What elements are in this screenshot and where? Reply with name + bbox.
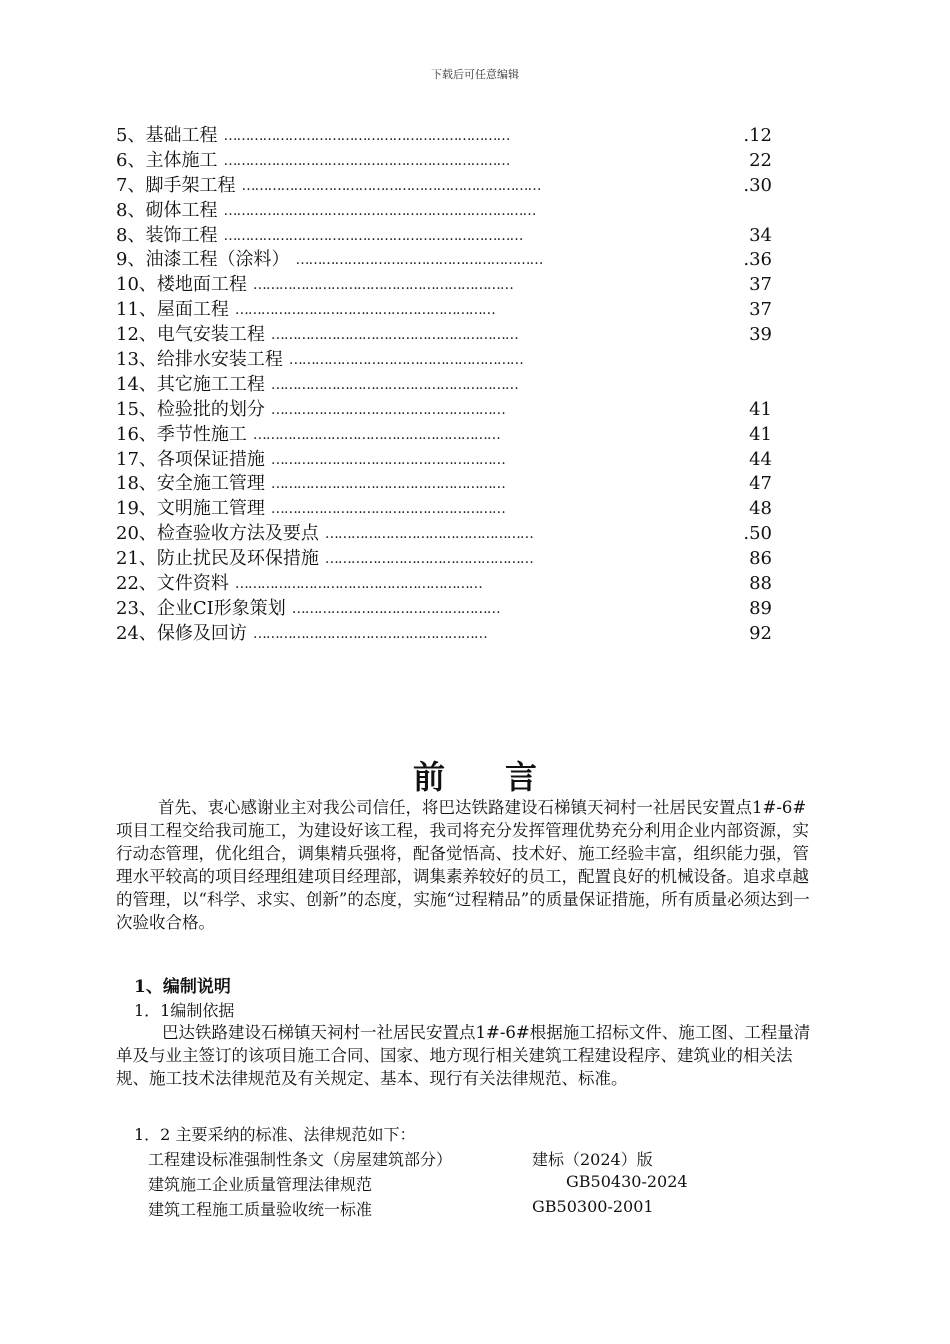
standard-code: 建标（2024）版 bbox=[532, 1150, 653, 1169]
standard-code: GB50430-2024 bbox=[566, 1172, 688, 1191]
toc-row[interactable] bbox=[116, 547, 786, 572]
toc-label: 11、屋面工程 bbox=[116, 299, 229, 321]
toc-row[interactable] bbox=[116, 149, 786, 174]
toc-leader-dots: ………………………………………………………… bbox=[223, 128, 510, 144]
toc-leader-dots: ………………………………………………… bbox=[295, 252, 543, 269]
toc-leader-dots: ……………………………………………… bbox=[252, 625, 487, 642]
toc-leader-dots: ………………………………………………… bbox=[270, 327, 518, 344]
toc-page-number: 22 bbox=[749, 149, 772, 171]
toc-leader-dots: …………………………………………………… bbox=[234, 302, 495, 319]
preface-paragraph: 首先、衷心感谢业主对我公司信任，将巴达铁路建设石梯镇天祠村一社居民安置点1#-6#项目工程交给我司施工，为建设好该工程，我司将充分发挥管理优势充分利用企业内部资源，实行动态管理，优化组合，调集精兵强将，配备觉悟高、技术好、施工经验丰富，组织能力强，管理水平较高的项目经理组建项目经理部，调集素养较好的员工，配置良好的机械设备。追求卓越的管理，以“科学、求实、创新”的态度，实施“过程精品”的质量保证措施，所有质量必须达到一次验收合格。 bbox=[116, 798, 810, 932]
toc-page-number: 34 bbox=[749, 224, 772, 246]
standard-name: 工程建设标准强制性条文（房屋建筑部分） bbox=[148, 1150, 453, 1169]
toc-label: 17、各项保证措施 bbox=[116, 448, 265, 470]
toc-leader-dots: …………………………………………………………… bbox=[223, 227, 523, 244]
toc-label: 6、主体施工 bbox=[116, 149, 218, 171]
toc-label: 7、脚手架工程 bbox=[116, 174, 236, 196]
toc-page-number: .12 bbox=[743, 125, 772, 146]
toc-row[interactable] bbox=[116, 522, 786, 547]
toc-label: 5、基础工程 bbox=[116, 125, 218, 146]
toc-page-number: 41 bbox=[749, 398, 772, 420]
toc-label: 12、电气安装工程 bbox=[116, 324, 265, 346]
subsection-standards-title: 1．2 主要采纳的标准、法律规范如下： bbox=[134, 1125, 416, 1144]
toc-leader-dots: ………………………………………………… bbox=[234, 576, 482, 593]
toc-leader-dots: ……………………………………………… bbox=[270, 451, 505, 468]
toc-page-number: 44 bbox=[749, 448, 772, 470]
toc-row[interactable] bbox=[116, 248, 786, 273]
toc-label: 22、文件资料 bbox=[116, 573, 229, 595]
toc-row[interactable] bbox=[116, 224, 786, 249]
toc-page-number: 88 bbox=[749, 573, 772, 595]
toc-label: 16、季节性施工 bbox=[116, 423, 247, 445]
toc-leader-dots: ……………………………………………… bbox=[270, 401, 505, 418]
toc-label: 8、装饰工程 bbox=[116, 224, 218, 246]
toc-leader-dots: ………………………………………………… bbox=[252, 426, 500, 443]
toc-row[interactable] bbox=[116, 348, 786, 373]
toc-row[interactable] bbox=[116, 597, 786, 622]
toc-leader-dots: ……………………………………………… bbox=[288, 352, 523, 369]
toc-row[interactable] bbox=[116, 497, 786, 522]
toc-row[interactable] bbox=[116, 373, 786, 398]
toc-leader-dots: ……………………………………………… bbox=[270, 476, 505, 493]
toc-label: 13、给排水安装工程 bbox=[116, 349, 283, 371]
toc-row[interactable] bbox=[116, 298, 786, 323]
toc-leader-dots: ………………………………………………… bbox=[270, 376, 518, 393]
toc-row[interactable] bbox=[116, 323, 786, 348]
standard-code: GB50300-2001 bbox=[532, 1197, 654, 1216]
toc-page-number: 47 bbox=[749, 473, 772, 495]
toc-label: 21、防止扰民及环保措施 bbox=[116, 548, 319, 570]
toc-label: 14、其它施工工程 bbox=[116, 373, 265, 395]
toc-leader-dots: ……………………………………………… bbox=[270, 501, 505, 518]
toc-page-number: .36 bbox=[743, 249, 772, 271]
toc-row[interactable] bbox=[116, 572, 786, 597]
toc-label: 19、文明施工管理 bbox=[116, 498, 265, 520]
toc-label: 23、企业CI形象策划 bbox=[116, 597, 286, 619]
toc-row[interactable] bbox=[116, 124, 786, 149]
toc-row[interactable] bbox=[116, 273, 786, 298]
table-of-contents bbox=[116, 124, 786, 647]
toc-leader-dots: ………………………………………… bbox=[291, 600, 500, 617]
toc-label: 9、油漆工程（涂料） bbox=[116, 249, 290, 271]
toc-row[interactable] bbox=[116, 174, 786, 199]
toc-label: 10、楼地面工程 bbox=[116, 274, 247, 296]
toc-page-number: .30 bbox=[743, 174, 772, 196]
toc-page-number: 86 bbox=[749, 548, 772, 570]
toc-leader-dots: ………………………………………… bbox=[324, 526, 533, 543]
toc-leader-dots: ……………………………………………………………… bbox=[223, 202, 536, 219]
toc-leader-dots: …………………………………………………………… bbox=[241, 177, 541, 194]
toc-label: 18、安全施工管理 bbox=[116, 473, 265, 495]
toc-page-number: 41 bbox=[749, 423, 772, 445]
toc-leader-dots: …………………………………………………… bbox=[252, 277, 513, 294]
toc-page-number: 48 bbox=[749, 498, 772, 520]
toc-leader-dots: ………………………………………… bbox=[324, 551, 533, 568]
toc-page-number: .50 bbox=[743, 523, 772, 545]
toc-page-number: 39 bbox=[749, 324, 772, 346]
subsection-basis-title: 1．1编制依据 bbox=[134, 1001, 235, 1020]
toc-label: 8、砌体工程 bbox=[116, 199, 218, 221]
standard-name: 建筑工程施工质量验收统一标准 bbox=[148, 1200, 373, 1219]
toc-label: 20、检查验收方法及要点 bbox=[116, 523, 319, 545]
toc-row[interactable] bbox=[116, 472, 786, 497]
toc-page-number: 37 bbox=[749, 299, 772, 321]
preface-title: 前言 bbox=[412, 758, 597, 796]
standard-name: 建筑施工企业质量管理法律规范 bbox=[148, 1175, 373, 1194]
toc-page-number: 92 bbox=[749, 622, 772, 644]
toc-row[interactable] bbox=[116, 398, 786, 423]
page-header-note: 下载后可任意编辑 bbox=[431, 68, 519, 81]
basis-paragraph: 巴达铁路建设石梯镇天祠村一社居民安置点1#-6#根据施工招标文件、施工图、工程量清单及与业主签订的该项目施工合同、国家、地方现行相关建筑工程建设程序、建筑业的相关法规、施工技术法律规范及有关规定、基本、现行有关法律规范、标准。 bbox=[116, 1023, 811, 1088]
toc-row[interactable] bbox=[116, 423, 786, 448]
section-heading: 1、编制说明 bbox=[134, 977, 231, 997]
toc-row[interactable] bbox=[116, 199, 786, 224]
toc-row[interactable] bbox=[116, 448, 786, 473]
toc-page-number: 89 bbox=[749, 597, 772, 619]
toc-leader-dots: ………………………………………………………… bbox=[223, 152, 510, 169]
toc-label: 15、检验批的划分 bbox=[116, 398, 265, 420]
toc-label: 24、保修及回访 bbox=[116, 622, 247, 644]
toc-row[interactable] bbox=[116, 622, 786, 647]
toc-page-number: 37 bbox=[749, 274, 772, 296]
